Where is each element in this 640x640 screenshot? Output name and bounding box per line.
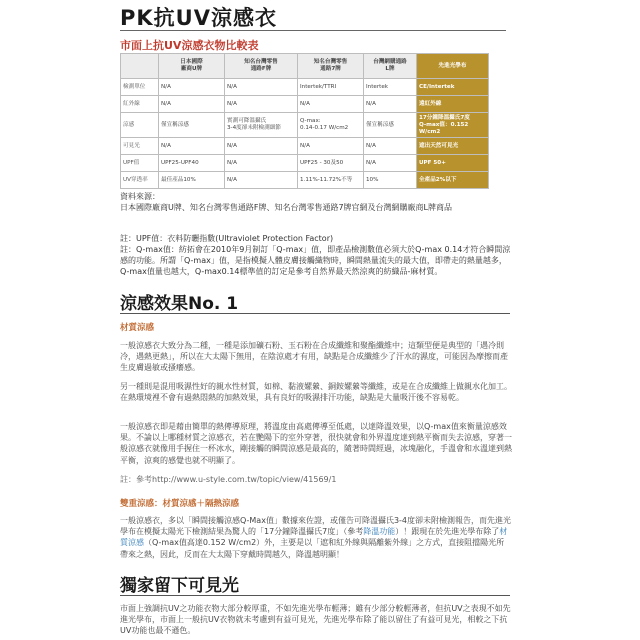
table-cell: 紅外線 xyxy=(121,96,159,113)
table-cell: UV穿透率 xyxy=(121,172,159,189)
table-cell: N/A xyxy=(159,138,225,155)
table-cell: N/A xyxy=(159,79,225,96)
table-cell: 涼感 xyxy=(121,113,159,138)
table-cell: N/A xyxy=(225,138,298,155)
section2-paragraph: 一般涼感衣，多以「瞬間接觸涼感Q-Max值」數據來佐證，或僅告可降溫攝氏3-4度卻未附檢測報告，而先進光學布在模擬太陽光下檢測結果為驚人的「17分鐘降溫攝氏7度」（參考降溫功能）！跟現在於先進光學布除了材質涼感（Q-max值高達0.152 W/cm2）外，主要是以「遮和紅外線與隔離紫外線」之方式，直接阻擋陽光所帶來之熱，因此，反而在大太陽下穿戴時間越久，降溫越明顯！ xyxy=(120,516,512,559)
table-cell: N/A xyxy=(364,138,417,155)
table-header-row xyxy=(121,54,489,79)
table-cell: N/A xyxy=(159,96,225,113)
qmax-note: 註：Q-max值：紡拓會在2010年9月制訂「Q-max」值，即產品檢測數值必須大於Q-max 0.14才符合瞬間涼感的功能。所謂「Q-max」值，是指模擬人體皮膚接觸織物時，瞬間熱量流失的最大值，即帶走的熱量越多，Q-max值量也越大，Q-max0.14標準值的訂定是參考自然界最天然涼爽的紡織品-麻材質。 xyxy=(120,245,511,276)
table-cell: N/A xyxy=(225,96,298,113)
table-cell: Intertek xyxy=(364,79,417,96)
section1-paragraph-2: 另一種則是混用吸濕性好的親水性材質，如棉、黏液嫘縈、銅銨嫘縈等纖維，或是在合成纖維上做親水化加工。在熱環境裡不會有過熱悶熱的加熱效果，具有良好的吸濕排汗功能，缺點是大量吸汗後不容易乾。 xyxy=(120,382,512,403)
cooling-function-link[interactable]: 降溫功能 xyxy=(363,527,396,537)
table-header-cell: 日本國際 廠商U牌 xyxy=(159,54,225,79)
table-cell: 1.11%-11.72%不等 xyxy=(298,172,364,189)
section3-title: 獨家留下可見光 xyxy=(120,576,239,596)
sources-text: 日本國際廠商U牌、知名台灣零售通路F牌、知名台灣零售通路7牌官網及台灣網購廠商L牌商品 xyxy=(120,203,452,212)
table-row xyxy=(121,79,489,96)
table-cell: UPF 50+ xyxy=(417,155,489,172)
table-cell: 最佳產品10% xyxy=(159,172,225,189)
section2-subheading: 雙重涼感：材質涼感＋隔熱涼感 xyxy=(120,499,240,509)
table-cell: 17分鐘降溫攝氏7度 Q-max值：0.152 W/cm2 xyxy=(417,113,489,138)
table-header-cell: 知名台灣零售 通路7牌 xyxy=(298,54,364,79)
section1-paragraph-1: 一般涼感衣大致分為二種，一種是添加礦石粉、玉石粉在合成纖維和聚酯纖維中；這類型便是典型的「遇冷則冷，遇熱更熱」，所以在大太陽下無用，在陰涼處才有用，缺點是合成纖維少了汗水的濕度，可能因為摩擦而產生皮膚過敏或搔癢感。 xyxy=(120,341,508,373)
table-cell: 僅宣稱涼感 xyxy=(364,113,417,138)
table-row xyxy=(121,155,489,172)
table-cell: CE/Intertek xyxy=(417,79,489,96)
table-cell: N/A xyxy=(364,155,417,172)
table-cell: Intertek/TTRI xyxy=(298,79,364,96)
table-header-cell: 先進光學布 xyxy=(417,54,489,79)
table-cell: UPF25-UPF40 xyxy=(159,155,225,172)
title-divider xyxy=(120,30,506,31)
table-cell: N/A xyxy=(225,155,298,172)
section3-divider xyxy=(120,595,510,596)
table-cell: 檢測單位 xyxy=(121,79,159,96)
table-row xyxy=(121,96,489,113)
section1-title: 涼感效果No. 1 xyxy=(120,294,239,314)
table-cell: 遮出天然可見光 xyxy=(417,138,489,155)
table-cell: 可見光 xyxy=(121,138,159,155)
table-cell: 實測可降溫攝氏 3-4度卻未附檢測細節 xyxy=(225,113,298,138)
table-cell: 僅宣稱涼感 xyxy=(159,113,225,138)
table-cell: N/A xyxy=(364,96,417,113)
table-row xyxy=(121,113,489,138)
table-row xyxy=(121,138,489,155)
reference-link[interactable]: 註：參考http://www.u-style.com.tw/topic/view/41569/1 xyxy=(120,475,337,484)
table-cell: UPF值 xyxy=(121,155,159,172)
section1-divider xyxy=(120,313,510,314)
material-cooling-link[interactable]: 材質涼感 xyxy=(120,527,508,548)
sources-label: 資料來源： xyxy=(120,192,160,201)
page-title: PK抗UV涼感衣 xyxy=(120,6,277,30)
table-header-cell: 知名台灣零售 通路F牌 xyxy=(225,54,298,79)
table-cell: Q-max: 0.14-0.17 W/cm2 xyxy=(298,113,364,138)
table-cell: N/A xyxy=(298,96,364,113)
section3-paragraph: 市面上強調抗UV之功能衣物大部分較厚重，不如先進光學布輕薄；雖有少部分較輕薄者，但抗UV之表現不如先進光學布，市面上一般抗UV衣物就未考慮到有益可見光，先進光學布除了能以留住了有益可見光，相較之下抗UV功能也最不遜色。 xyxy=(120,604,511,636)
table-header-cell: 台灣網購通路 L牌 xyxy=(364,54,417,79)
table-cell: N/A xyxy=(225,79,298,96)
table-row xyxy=(121,172,489,189)
upf-note: 註：UPF值：衣料防曬指數(Ultraviolet Protection Factor) xyxy=(120,234,334,243)
table-cell: N/A xyxy=(225,172,298,189)
comparison-subtitle: 市面上抗UV涼感衣物比較表 xyxy=(120,39,259,52)
section1-paragraph-3: 一般涼感衣即是藉由簡單的熱傳導原理，將溫度由高處傳導至低處，以達降溫效果，以Q-max值來衡量涼感效果。不論以上哪種材質之涼感衣，若在艷陽下的室外穿著，很快就會和外界溫度達到熱平衡而失去涼感，穿著一般涼感衣就像用手握住一杯冰水，剛接觸的瞬間涼感是最高的，隨著時間經過，冰塊融化，手溫會和水溫達到熱平衡，涼爽的感覺也就不明顯了。 xyxy=(120,422,512,465)
section1-subheading: 材質涼感 xyxy=(120,323,155,333)
table-cell: 遠紅外線 xyxy=(417,96,489,113)
table-cell: 10% xyxy=(364,172,417,189)
comparison-table xyxy=(120,53,489,189)
table-cell: 全產品2%以下 xyxy=(417,172,489,189)
table-cell: N/A xyxy=(298,138,364,155)
table-cell: UPF25 - 30及50 xyxy=(298,155,364,172)
table-header-cell xyxy=(121,54,159,79)
